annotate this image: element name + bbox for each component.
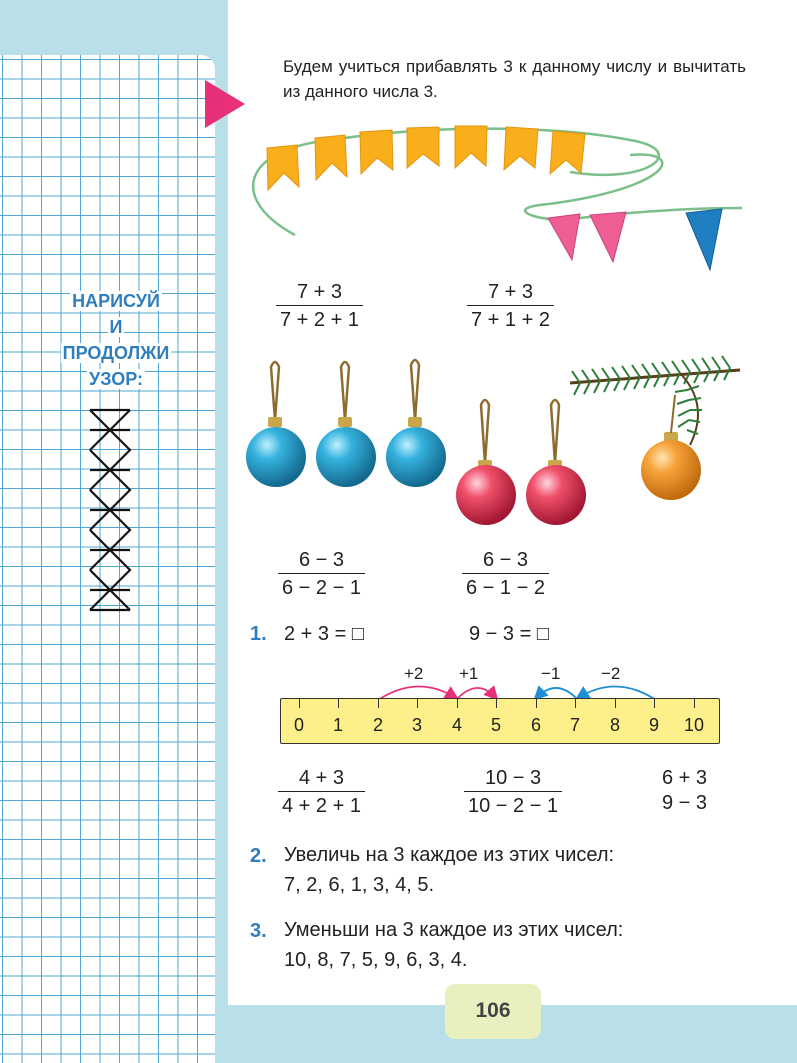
fraction-numerator: 7 + 3 [276,280,363,306]
task-1-equation-2: 9 − 3 = □ [469,623,549,645]
expression-stack [662,766,707,816]
label-line-1: НАРИСУЙ [72,291,160,311]
ruler-tick [496,699,497,708]
ruler-label: 0 [293,715,304,735]
ruler-tick [575,699,576,708]
label-line-4: УЗОР: [89,369,143,389]
ruler-label: 10 [683,715,705,735]
fraction-task1-1 [278,766,365,818]
jump-label: +1 [459,664,479,683]
draw-pattern-label [58,288,174,392]
ruler-tick [615,699,616,708]
number-ruler [280,698,720,744]
task-2-numbers: 7, 2, 6, 1, 3, 4, 5. [284,874,435,896]
task-1-equation-1: 2 + 3 = □ [284,623,364,645]
fraction-balls-1 [278,548,365,600]
fraction-denominator: 7 + 1 + 2 [471,309,550,331]
fraction-task1-2 [464,766,562,818]
jump-label: −2 [601,664,621,683]
ruler-label: 2 [372,715,383,735]
fraction-denominator: 4 + 2 + 1 [282,795,361,817]
fraction-numerator: 6 − 3 [462,548,549,574]
intro-text: Будем учиться прибавлять 3 к данному числу и вычитать из данного числа 3. [283,57,746,101]
fraction-denominator: 6 − 1 − 2 [466,577,545,599]
pointer-arrow-icon [205,80,245,128]
task-3-text [284,915,623,975]
jump-label: −1 [541,664,561,683]
ruler-label: 8 [609,715,620,735]
fraction-denominator: 6 − 2 − 1 [282,577,361,599]
ruler-tick [694,699,695,708]
fraction-numerator: 10 − 3 [464,766,562,792]
ruler-tick [338,699,339,708]
task-2-number: 2. [250,845,267,867]
task-3-numbers: 10, 8, 7, 5, 9, 6, 3, 4. [284,949,468,971]
task-2-instruction: Увеличь на 3 каждое из этих чисел: [284,844,615,866]
expression: 6 + 3 [662,767,708,789]
ruler-tick [654,699,655,708]
fraction-balls-2 [462,548,549,600]
task-3-number: 3. [250,920,267,942]
ruler-label: 9 [648,715,659,735]
ruler-tick [299,699,300,708]
ruler-tick [536,699,537,708]
ruler-label: 5 [490,715,501,735]
ruler-label: 3 [411,715,422,735]
ruler-label: 6 [530,715,541,735]
ruler-label: 4 [451,715,462,735]
ruler-tick [457,699,458,708]
fraction-numerator: 7 + 3 [467,280,554,306]
label-line-2: И [109,317,123,337]
task-1-number: 1. [250,623,267,645]
fraction-denominator: 10 − 2 − 1 [468,795,559,817]
fraction-numerator: 4 + 3 [278,766,365,792]
jump-label: +2 [404,664,424,683]
page-number: 106 [445,984,541,1039]
fraction-flags-2 [467,280,554,332]
flag-garland-illustration [250,110,750,280]
fraction-numerator: 6 − 3 [278,548,365,574]
task-3-instruction: Уменьши на 3 каждое из этих чисел: [284,919,624,941]
ruler-label: 7 [569,715,580,735]
ruler-tick [417,699,418,708]
ornament-balls-illustration [240,355,750,530]
ruler-label: 1 [332,715,343,735]
fraction-flags-1 [276,280,363,332]
expression: 9 − 3 [662,792,708,814]
ruler-tick [378,699,379,708]
zigzag-pattern [88,408,132,612]
label-line-3: ПРОДОЛЖИ [62,343,170,363]
task-2-text [284,840,614,900]
fraction-denominator: 7 + 2 + 1 [280,309,359,331]
